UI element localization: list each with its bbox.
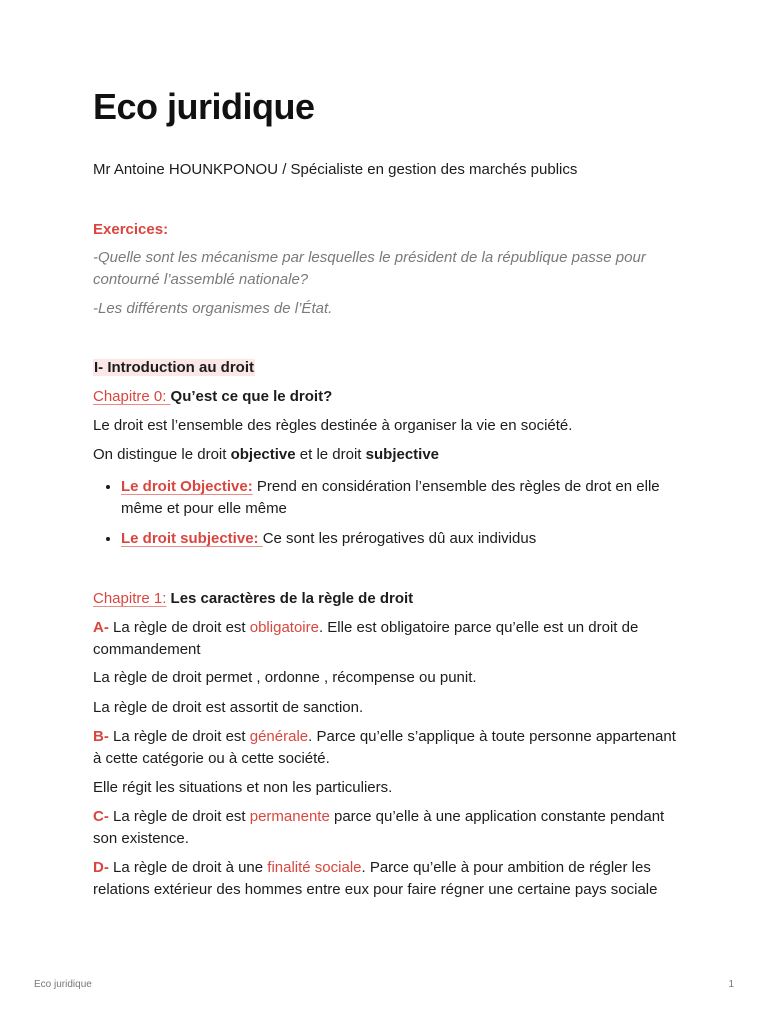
rule-a xyxy=(93,617,683,661)
distinguish-middle: et le droit xyxy=(295,446,366,463)
droit-types-list xyxy=(93,476,683,550)
exercises-heading: Exercices: xyxy=(93,221,169,238)
rule-b xyxy=(93,726,683,770)
rule-b-post: . Parce qu’elle s’applique à toute personne appartenant à cette catégorie ou à cette société. xyxy=(93,728,676,767)
rule-paragraph-3: Elle régit les situations et non les particuliers. xyxy=(93,779,393,796)
rule-paragraph-2: La règle de droit est assortit de sanction. xyxy=(93,699,364,716)
rule-b-letter: B- xyxy=(93,728,109,745)
section-heading xyxy=(93,357,683,379)
rule-a-keyword: obligatoire xyxy=(249,619,319,636)
rule-d xyxy=(93,857,683,901)
page-title: Eco juridique xyxy=(93,86,315,127)
chapter-0-title: Qu’est ce que le droit? xyxy=(170,388,333,405)
section-heading-text: I- Introduction au droit xyxy=(94,359,254,376)
rule-a-post: . Elle est obligatoire parce qu’elle est un droit de commandement xyxy=(93,619,639,658)
list-item xyxy=(121,476,683,520)
rule-c-pre: La règle de droit est xyxy=(108,808,250,825)
bullet-text-subjective: Ce sont les prérogatives dû aux individus xyxy=(262,530,537,547)
bullet-text-objective: Prend en considération l’ensemble des règles de drot en elle même et pour elle même xyxy=(121,478,660,517)
rule-d-keyword: finalité sociale xyxy=(267,859,362,876)
rule-c-keyword: permanente xyxy=(249,808,330,825)
distinguish-prefix: On distingue le droit xyxy=(93,446,231,463)
rule-c xyxy=(93,806,683,850)
rule-a-letter: A- xyxy=(93,619,109,636)
bullet-label-subjective: Le droit subjective: xyxy=(121,530,263,547)
rule-c-letter: C- xyxy=(93,808,109,825)
rule-b-keyword: générale xyxy=(249,728,309,745)
droit-definition: Le droit est l’ensemble des règles destinée à organiser la vie en société. xyxy=(93,417,573,434)
chapter-0-heading xyxy=(93,386,683,408)
distinguish-subjective: subjective xyxy=(365,446,440,463)
author-line: Mr Antoine HOUNKPONOU / Spécialiste en gestion des marchés publics xyxy=(93,161,578,178)
distinguish-objective: objective xyxy=(230,446,296,463)
chapter-0-label: Chapitre 0: xyxy=(93,388,171,405)
bullet-label-objective: Le droit Objective: xyxy=(121,478,253,495)
footer-document-title: Eco juridique xyxy=(34,979,92,990)
chapter-1-heading xyxy=(93,588,683,610)
exercise-question-2: -Les différents organismes de l’État. xyxy=(93,300,333,317)
footer-page-number: 1 xyxy=(728,979,734,990)
rule-c-post: parce qu’elle à une application constante pendant son existence. xyxy=(93,808,665,847)
rule-paragraph-1: La règle de droit permet , ordonne , récompense ou punit. xyxy=(93,669,477,686)
rule-d-letter: D- xyxy=(93,859,109,876)
exercise-question-1: -Quelle sont les mécanisme par lesquelles le président de la république passe pour contourné l’assemblé nationale? xyxy=(93,249,646,288)
rule-d-pre: La règle de droit à une xyxy=(108,859,268,876)
distinguish-line xyxy=(93,444,683,466)
rule-b-pre: La règle de droit est xyxy=(108,728,250,745)
chapter-1-title: Les caractères de la règle de droit xyxy=(166,590,414,607)
rule-d-post: . Parce qu’elle à pour ambition de régler les relations extérieur des hommes entre eux pour faire régner une certaine pays sociale xyxy=(93,859,658,898)
list-item xyxy=(121,528,683,550)
chapter-1-label: Chapitre 1: xyxy=(93,590,167,607)
rule-a-pre: La règle de droit est xyxy=(108,619,250,636)
